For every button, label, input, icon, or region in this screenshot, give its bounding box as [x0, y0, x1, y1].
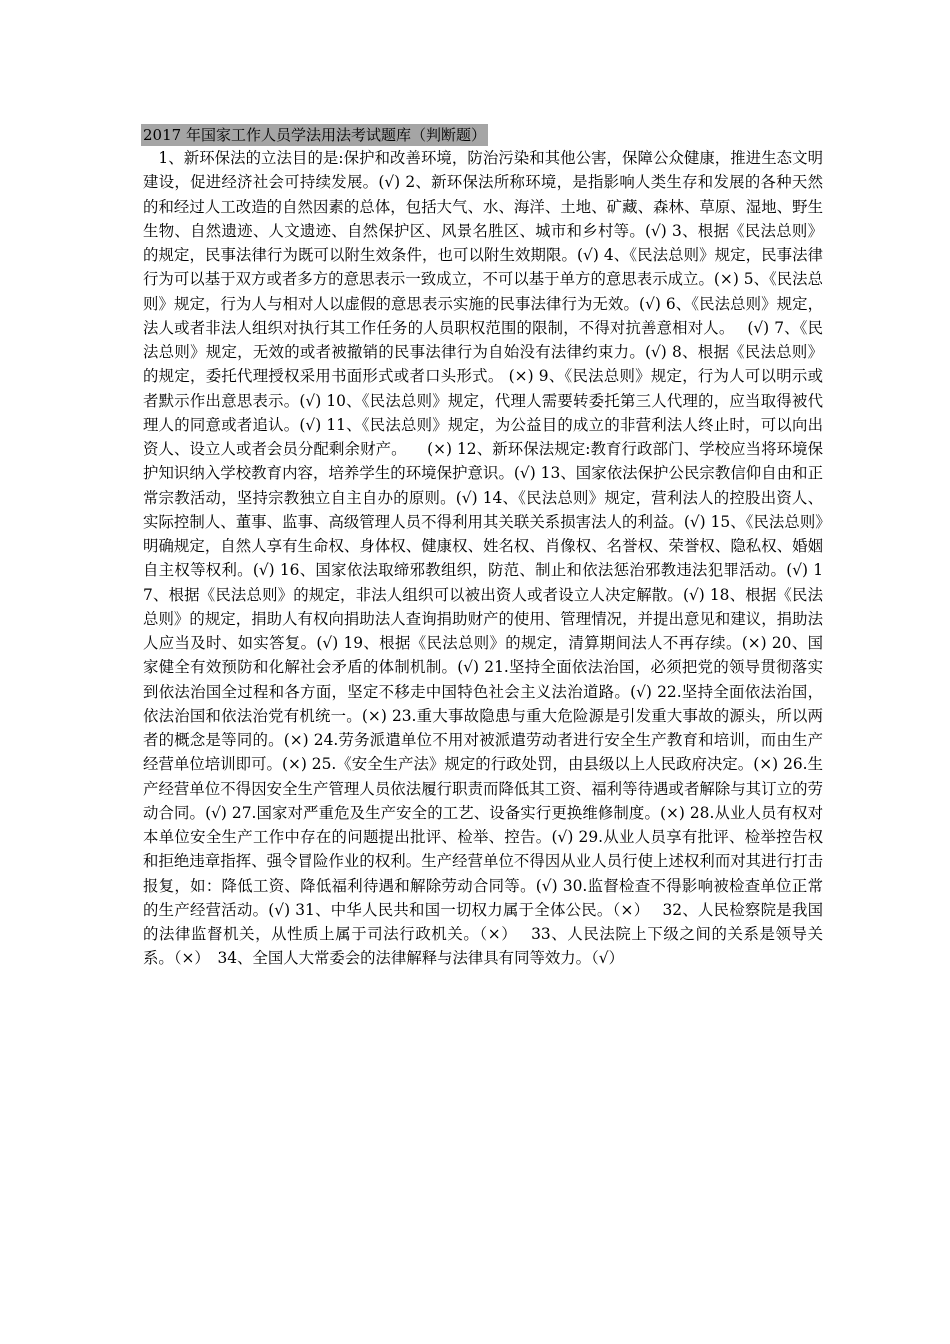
document-body: 1、新环保法的立法目的是:保护和改善环境，防治污染和其他公害，保障公众健康，推进生态文明建设，促进经济社会可持续发展。(√) 2、新环保法所称环境，是指影响人类生存和发展的各种天然的和经过人工改造的自然因素的总体，包括大气、水、海洋、土地、矿藏、森林、草原、湿地、野生生物、自然遗迹、人文遗迹、自然保护区、风景名胜区、城市和乡村等。(√) 3、根据《民法总则》的规定，民事法律行为既可以附生效条件，也可以附生效期限。(√) 4、《民法总则》规定，民事法律行为可以基于双方或者多方的意思表示一致成立，不可以基于单方的意思表示成立。(×) 5、《民法总则》规定，行为人与相对人以虚假的意思表示实施的民事法律行为无效。(√) 6、《民法总则》规定，法人或者非法人组织对执行其工作任务的人员职权范围的限制，不得对抗善意相对人。 (√) 7、《民法总则》规定，无效的或者被撤销的民事法律行为自始没有法律约束力。(√) 8、根据《民法总则》的规定，委托代理授权采用书面形式或者口头形式。 (×) 9、《民法总则》规定，行为人可以明示或者默示作出意思表示。(√) 10、《民法总则》规定，代理人需要转委托第三人代理的，应当取得被代理人的同意或者追认。(√) 11、《民法总则》规定，为公益目的成立的非营利法人终止时，可以向出资人、设立人或者会员分配剩余财产。 (×) 12、新环保法规定:教育行政部门、学校应当将环境保护知识纳入学校教育内容，培养学生的环境保护意识。(√) 13、国家依法保护公民宗教信仰自由和正常宗教活动，坚持宗教独立自主自办的原则。(√) 14、《民法总则》规定，营利法人的控股出资人、实际控制人、董事、监事、高级管理人员不得利用其关联关系损害法人的利益。(√) 15、《民法总则》明确规定，自然人享有生命权、身体权、健康权、姓名权、肖像权、名誉权、荣誉权、隐私权、婚姻自主权等权利。(√) 16、国家依法取缔邪教组织，防范、制止和依法惩治邪教违法犯罪活动。(√) 17、根据《民法总则》的规定，非法人组织可以被出资人或者设立人决定解散。(√) 18、根据《民法总则》的规定，捐助人有权向捐助法人查询捐助财产的使用、管理情况，并提出意见和建议，捐助法人应当及时、如实答复。(√) 19、根据《民法总则》的规定，清算期间法人不再存续。(×) 20、国家健全有效预防和化解社会矛盾的体制机制。(√) 21.坚持全面依法治国，必须把党的领导贯彻落实到依法治国全过程和各方面，坚定不移走中国特色社会主义法治道路。(√) 22.坚持全面依法治国，依法治国和依法治党有机统一。(×) 23.重大事故隐患与重大危险源是引发重大事故的源头，所以两者的概念是等同的。(×) 24.劳务派遣单位不用对被派遣劳动者进行安全生产教育和培训，而由生产经营单位培训即可。(×) 25.《安全生产法》规定的行政处罚，由县级以上人民政府决定。(×) 26.生产经营单位不得因安全生产管理人员依法履行职责而降低其工资、福利等待遇或者解除与其订立的劳动合同。(√) 27.国家对严重危及生产安全的工艺、设备实行更换维修制度。(×) 28.从业人员有权对本单位安全生产工作中存在的问题提出批评、检举、控告。(√) 29.从业人员享有批评、检举控告权和拒绝违章指挥、强令冒险作业的权利。生产经营单位不得因从业人员行使上述权利而对其进行打击报复，如：降低工资、降低福利待遇和解除劳动合同等。(√) 30.监督检查不得影响被检查单位正常的生产经营活动。(√) 31、中华人民共和国一切权力属于全体公民。（×） 32、人民检察院是我国的法律监督机关，从性质上属于司法行政机关。（×） 33、人民法院上下级之间的关系是领导关系。（×） 34、全国人大常委会的法律解释与法律具有同等效力。（√）	[143, 149, 823, 968]
document-title: 2017 年国家工作人员学法用法考试题库（判断题）	[143, 126, 486, 144]
document-page	[143, 124, 823, 971]
